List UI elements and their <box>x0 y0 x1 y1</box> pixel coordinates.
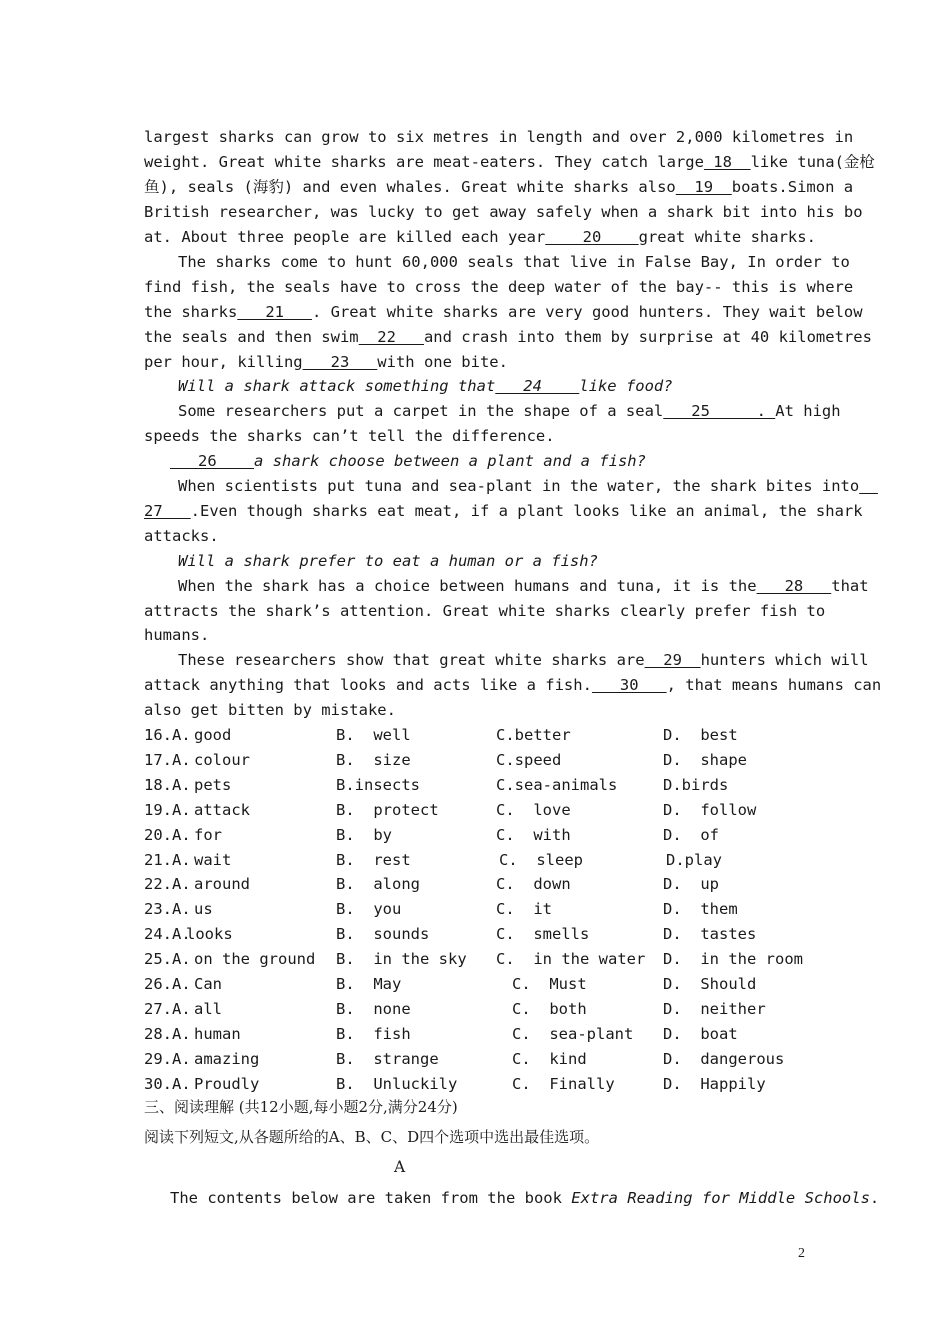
option-19-d[interactable]: D. follow <box>663 800 757 819</box>
page-number: 2 <box>798 1246 805 1261</box>
option-24-n: 24.A. <box>144 925 191 944</box>
option-27-d[interactable]: D. neither <box>663 999 766 1018</box>
passage-label: A <box>394 1158 406 1176</box>
blank-20[interactable]: 20 <box>545 228 639 246</box>
option-27-n: 27.A. <box>144 999 191 1018</box>
option-29-c[interactable]: C. kind <box>512 1049 587 1068</box>
passage-line: the sharks 21 . Great white sharks are very good hunters. They wait below <box>144 303 863 321</box>
option-21-b[interactable]: B. rest <box>336 850 411 869</box>
option-18-d[interactable]: D.birds <box>663 775 729 794</box>
option-17-a[interactable]: colour <box>194 750 250 769</box>
option-16-c[interactable]: C.better <box>496 726 571 744</box>
blank-25[interactable]: 25 . <box>663 402 776 420</box>
option-28-a[interactable]: human <box>194 1024 241 1043</box>
blank-26[interactable]: 26 <box>170 452 254 470</box>
option-21-c[interactable]: C. sleep <box>499 850 583 869</box>
option-22-n: 22.A. <box>144 875 191 894</box>
blank-29[interactable]: 29 <box>644 651 701 669</box>
passage-line: 鱼), seals (海豹) and even whales. Great white sharks also 19 boats.Simon a <box>144 178 854 196</box>
option-23-c[interactable]: C. it <box>496 900 552 919</box>
passage-line: find fish, the seals have to cross the deep water of the bay-- this is where <box>144 278 854 296</box>
option-27-a[interactable]: all <box>194 999 222 1018</box>
option-19-b[interactable]: B. protect <box>336 800 439 819</box>
option-27-c[interactable]: C. both <box>512 999 587 1018</box>
question-heading: Will a shark attack something that 24 like food? <box>178 377 673 395</box>
option-29-d[interactable]: D. dangerous <box>663 1049 785 1068</box>
passage-line: The sharks come to hunt 60,000 seals that live in False Bay, In order to <box>178 253 850 271</box>
option-28-d[interactable]: D. boat <box>663 1024 738 1043</box>
question-heading: 26 a shark choose between a plant and a fish? <box>170 452 646 470</box>
option-17-n: 17.A. <box>144 750 191 769</box>
option-25-b[interactable]: B. in the sky <box>336 950 467 969</box>
section-instruction: 阅读下列短文,从各题所给的A、B、C、D四个选项中选出最佳选项。 <box>144 1128 600 1146</box>
option-21-n: 21.A. <box>144 850 191 869</box>
option-18-b[interactable]: B.insects <box>336 775 420 794</box>
book-title: Extra Reading for Middle Schools <box>571 1189 870 1207</box>
option-22-d[interactable]: D. up <box>663 875 719 894</box>
blank-30[interactable]: 30 <box>591 676 667 694</box>
blank-27[interactable] <box>859 477 878 495</box>
option-26-n: 26.A. <box>144 975 191 993</box>
passage-line: speeds the sharks can’t tell the difference. <box>144 427 555 445</box>
passage-line: Some researchers put a carpet in the shape of a seal 25 . At high <box>178 402 841 420</box>
passage-line: When the shark has a choice between humans and tuna, it is the 28 that <box>178 577 869 595</box>
passage-line: humans. <box>144 626 210 644</box>
passage-line: When scientists put tuna and sea-plant in the water, the shark bites into <box>178 474 878 499</box>
option-21-a[interactable]: wait <box>194 850 232 869</box>
option-16-n: 16.A. <box>144 726 191 744</box>
option-16-d[interactable]: D. best <box>663 726 738 744</box>
passage-line: attack anything that looks and acts like a fish. 30 , that means humans can <box>144 676 882 694</box>
option-20-a[interactable]: for <box>194 825 222 844</box>
option-27-b[interactable]: B. none <box>336 999 411 1018</box>
option-26-b[interactable]: B. May <box>336 975 402 993</box>
passage-line: largest sharks can grow to six metres in length and over 2,000 kilometres in <box>144 128 854 146</box>
option-23-d[interactable]: D. them <box>663 900 738 919</box>
blank-19[interactable]: 19 <box>675 178 732 196</box>
option-30-c[interactable]: C. Finally <box>512 1074 615 1093</box>
option-19-n: 19.A. <box>144 800 191 819</box>
passage-line: the seals and then swim 22 and crash into them by surprise at 40 kilometres <box>144 328 872 346</box>
option-24-c[interactable]: C. smells <box>496 925 590 944</box>
blank-27-number[interactable]: 27 <box>144 502 191 520</box>
option-24-d[interactable]: D. tastes <box>663 925 757 944</box>
option-30-a[interactable]: Proudly <box>194 1074 260 1093</box>
passage-line: British researcher, was lucky to get away safely when a shark bit into his bo <box>144 203 863 221</box>
passage-line: 27 .Even though sharks eat meat, if a plant looks like an animal, the shark <box>144 502 863 520</box>
option-25-n: 25.A. <box>144 950 191 969</box>
option-26-a[interactable]: Can <box>194 975 222 993</box>
blank-24[interactable]: 24 <box>495 377 580 395</box>
option-29-n: 29.A. <box>144 1049 191 1068</box>
passage-line: per hour, killing 23 with one bite. <box>144 353 508 371</box>
option-18-n: 18.A. <box>144 775 191 794</box>
option-20-n: 20.A. <box>144 825 191 844</box>
option-25-a[interactable]: on the ground <box>194 950 316 969</box>
passage-line: attacks. <box>144 527 219 545</box>
option-24-b[interactable]: B. sounds <box>336 925 430 944</box>
passage-line: weight. Great white sharks are meat-eaters. They catch large 18 like tuna(金枪 <box>144 153 875 171</box>
option-17-d[interactable]: D. shape <box>663 750 747 769</box>
option-17-c[interactable]: C.speed <box>496 750 562 769</box>
option-28-b[interactable]: B. fish <box>336 1024 411 1043</box>
option-23-n: 23.A. <box>144 900 191 919</box>
option-25-d[interactable]: D. in the room <box>663 950 803 969</box>
option-20-c[interactable]: C. with <box>496 825 571 844</box>
option-16-b[interactable]: B. well <box>336 726 411 744</box>
option-17-b[interactable]: B. size <box>336 750 411 769</box>
option-26-d[interactable]: D. Should <box>663 975 757 993</box>
passage-line: at. About three people are killed each year 20 great white sharks. <box>144 228 816 246</box>
option-26-c[interactable]: C. Must <box>512 975 587 993</box>
blank-18[interactable]: 18 <box>703 153 751 171</box>
option-21-d[interactable]: D.play <box>666 850 722 869</box>
option-30-d[interactable]: D. Happily <box>663 1074 766 1093</box>
option-28-n: 28.A. <box>144 1024 191 1043</box>
option-30-b[interactable]: B. Unluckily <box>336 1074 458 1093</box>
option-30-n: 30.A. <box>144 1074 191 1093</box>
option-22-c[interactable]: C. down <box>496 875 571 894</box>
option-25-c[interactable]: C. in the water <box>496 950 646 969</box>
option-23-a[interactable]: us <box>194 900 213 919</box>
question-heading: Will a shark prefer to eat a human or a fish? <box>178 552 598 570</box>
blank-21[interactable]: 21 <box>237 303 312 321</box>
option-16-a[interactable]: good <box>194 726 232 744</box>
option-29-b[interactable]: B. strange <box>336 1049 439 1068</box>
option-23-b[interactable]: B. you <box>336 900 402 919</box>
section-heading: 三、阅读理解 (共12小题,每小题2分,满分24分) <box>144 1098 458 1116</box>
blank-28[interactable]: 28 <box>756 577 832 595</box>
blank-22[interactable]: 22 <box>358 328 424 346</box>
option-22-a[interactable]: around <box>194 875 250 894</box>
option-19-a[interactable]: attack <box>194 800 250 819</box>
option-28-c[interactable]: C. sea-plant <box>512 1024 634 1043</box>
option-24-a[interactable]: looks <box>186 925 233 944</box>
option-19-c[interactable]: C. love <box>496 800 571 819</box>
passage-line: attracts the shark’s attention. Great white sharks clearly prefer fish to <box>144 602 826 620</box>
blank-23[interactable]: 23 <box>302 353 378 371</box>
option-22-b[interactable]: B. along <box>336 875 420 894</box>
passage-intro: The contents below are taken from the book Extra Reading for Middle Schools. <box>170 1189 880 1207</box>
option-20-d[interactable]: D. of <box>663 825 719 844</box>
option-29-a[interactable]: amazing <box>194 1049 260 1068</box>
passage-line: also get bitten by mistake. <box>144 701 396 719</box>
option-20-b[interactable]: B. by <box>336 825 392 844</box>
option-18-a[interactable]: pets <box>194 775 232 794</box>
option-18-c[interactable]: C.sea-animals <box>496 775 618 794</box>
passage-line: These researchers show that great white sharks are 29 hunters which will <box>178 651 869 669</box>
